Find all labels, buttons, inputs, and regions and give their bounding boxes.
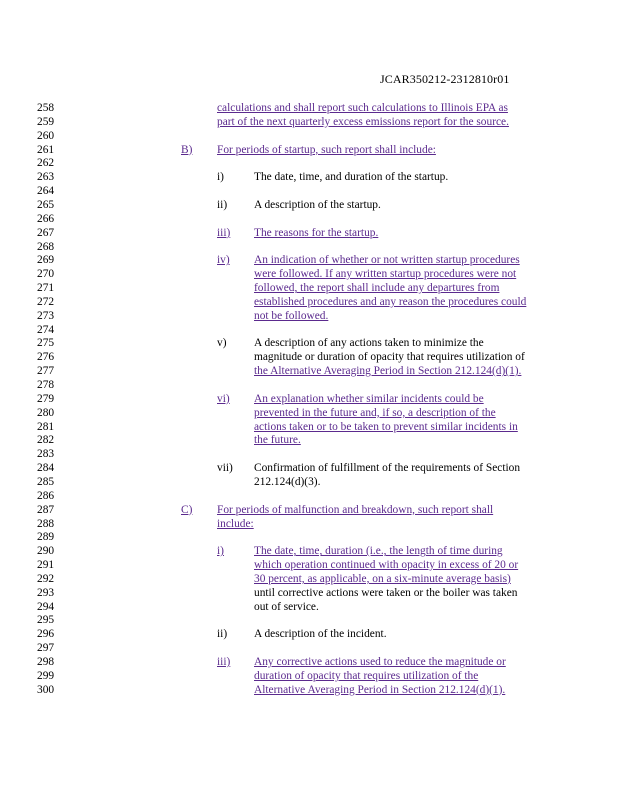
line-text: duration of opacity that requires utilization of the (254, 669, 479, 682)
document-line (0, 310, 618, 324)
document-line (0, 628, 618, 642)
line-number: 263 (37, 171, 55, 184)
line-text: part of the next quarterly excess emissions report for the source. (217, 115, 509, 128)
document-line (0, 324, 618, 338)
document-line (0, 379, 618, 393)
document-line (0, 448, 618, 462)
line-text: not be followed. (254, 309, 329, 322)
line-text: Alternative Averaging Period in Section 212.124(d)(1). (254, 683, 506, 696)
line-number: 289 (37, 531, 55, 544)
line-text: the Alternative Averaging Period in Section 212.124(d)(1). (254, 365, 522, 378)
document-line (0, 102, 618, 116)
line-text: were followed. If any written startup procedures were not (254, 268, 517, 281)
line-number: 287 (37, 503, 55, 516)
line-number: 272 (37, 295, 55, 308)
document-line (0, 199, 618, 213)
document-line (0, 518, 618, 532)
line-number: 282 (37, 434, 55, 447)
document-line (0, 254, 618, 268)
line-number: 288 (37, 517, 55, 530)
line-text: For periods of malfunction and breakdown, such report shall (217, 503, 494, 516)
item-label: iii) (217, 656, 231, 668)
line-text: A description of the incident. (254, 628, 387, 641)
item-label: B) (181, 143, 193, 156)
line-text: A description of the startup. (254, 198, 381, 211)
line-text: established procedures and any reason the procedures could (254, 295, 527, 308)
line-number: 280 (37, 406, 55, 419)
line-number: 268 (37, 240, 55, 253)
line-number: 273 (37, 309, 55, 322)
document-line (0, 227, 618, 241)
line-text: which operation continued with opacity in excess of 20 or (254, 559, 519, 572)
document-line (0, 130, 618, 144)
line-number: 300 (37, 683, 55, 696)
line-number: 264 (37, 185, 55, 198)
line-text: The date, time, and duration of the startup. (254, 171, 449, 184)
line-text: the future. (254, 434, 301, 447)
line-number: 265 (37, 198, 55, 211)
line-text: An indication of whether or not written startup procedures (254, 254, 520, 267)
line-number: 269 (37, 254, 55, 267)
document-line (0, 573, 618, 587)
document-line (0, 434, 618, 448)
item-label: ii) (217, 628, 228, 641)
item-label: i) (217, 545, 224, 558)
line-number: 260 (37, 129, 55, 142)
document-line (0, 462, 618, 476)
item-label: iii) (217, 226, 231, 239)
line-text: Any corrective actions used to reduce the magnitude or (254, 656, 506, 668)
document-line (0, 393, 618, 407)
line-text: A description of any actions taken to minimize the (254, 337, 484, 350)
line-text: until corrective actions were taken or the boiler was taken (254, 586, 518, 599)
line-number: 259 (37, 115, 55, 128)
document-line (0, 282, 618, 296)
line-number: 296 (37, 628, 55, 641)
line-number: 292 (37, 572, 55, 585)
document-line (0, 157, 618, 171)
line-text: out of service. (254, 600, 319, 613)
document-line (0, 421, 618, 435)
document-line (0, 213, 618, 227)
item-label: v) (217, 337, 227, 350)
line-number: 284 (37, 462, 55, 475)
line-number: 286 (37, 489, 55, 502)
line-text: actions taken or to be taken to prevent similar incidents in (254, 420, 518, 433)
line-text: The reasons for the startup. (254, 226, 379, 239)
line-number: 298 (37, 656, 55, 668)
document-line (0, 144, 618, 158)
line-text: 30 percent, as applicable, on a six-minute average basis) (254, 572, 511, 585)
line-text: include: (217, 517, 254, 530)
line-number: 276 (37, 351, 55, 364)
document-line (0, 504, 618, 518)
line-text: magnitude or duration of opacity that requires utilization of (254, 351, 525, 364)
line-text: followed, the report shall include any departures from (254, 282, 500, 295)
line-text: Confirmation of fulfillment of the requirements of Section (254, 462, 521, 475)
line-number: 279 (37, 392, 55, 405)
line-text: An explanation whether similar incidents could be (254, 392, 484, 405)
document-line (0, 642, 618, 656)
line-number: 262 (37, 157, 55, 170)
line-number: 283 (37, 448, 55, 461)
line-number: 291 (37, 559, 55, 572)
line-text: prevented in the future and, if so, a description of the (254, 406, 496, 419)
document-line (0, 351, 618, 365)
line-number: 274 (37, 323, 55, 336)
document-line (0, 241, 618, 255)
document-line (0, 185, 618, 199)
line-number: 258 (37, 102, 55, 114)
item-label: iv) (217, 254, 230, 267)
line-text: For periods of startup, such report shall include: (217, 143, 436, 156)
document-line (0, 545, 618, 559)
line-text: 212.124(d)(3). (254, 475, 321, 488)
line-number: 270 (37, 268, 55, 281)
line-number: 281 (37, 420, 55, 433)
document-line (0, 601, 618, 615)
line-number: 299 (37, 669, 55, 682)
line-number: 290 (37, 545, 55, 558)
item-label: i) (217, 171, 224, 184)
line-number: 293 (37, 586, 55, 599)
line-text: calculations and shall report such calculations to Illinois EPA as (217, 102, 508, 114)
line-number: 285 (37, 475, 55, 488)
line-number: 271 (37, 282, 55, 295)
document-line (0, 531, 618, 545)
line-number: 295 (37, 614, 55, 627)
line-number: 277 (37, 365, 55, 378)
document-line (0, 476, 618, 490)
document-line (0, 116, 618, 130)
document-header-id: JCAR350212-2312810r01 (380, 72, 510, 86)
line-number: 275 (37, 337, 55, 350)
document-line (0, 171, 618, 185)
line-number: 267 (37, 226, 55, 239)
item-label: ii) (217, 198, 228, 211)
item-label: C) (181, 503, 193, 516)
document-line (0, 559, 618, 573)
document-line (0, 268, 618, 282)
line-number: 266 (37, 212, 55, 225)
document-line (0, 365, 618, 379)
document-line (0, 670, 618, 684)
item-label: vii) (217, 462, 233, 475)
document-line (0, 614, 618, 628)
document-line (0, 656, 618, 670)
line-text: The date, time, duration (i.e., the length of time during (254, 545, 503, 558)
line-number: 261 (37, 143, 55, 156)
document-line (0, 296, 618, 310)
line-number: 297 (37, 642, 55, 655)
document-line (0, 490, 618, 504)
line-number: 278 (37, 379, 55, 391)
line-number: 294 (37, 600, 55, 613)
document-line (0, 337, 618, 351)
item-label: vi) (217, 392, 230, 405)
document-line (0, 407, 618, 421)
document-line (0, 587, 618, 601)
document-line (0, 684, 618, 698)
